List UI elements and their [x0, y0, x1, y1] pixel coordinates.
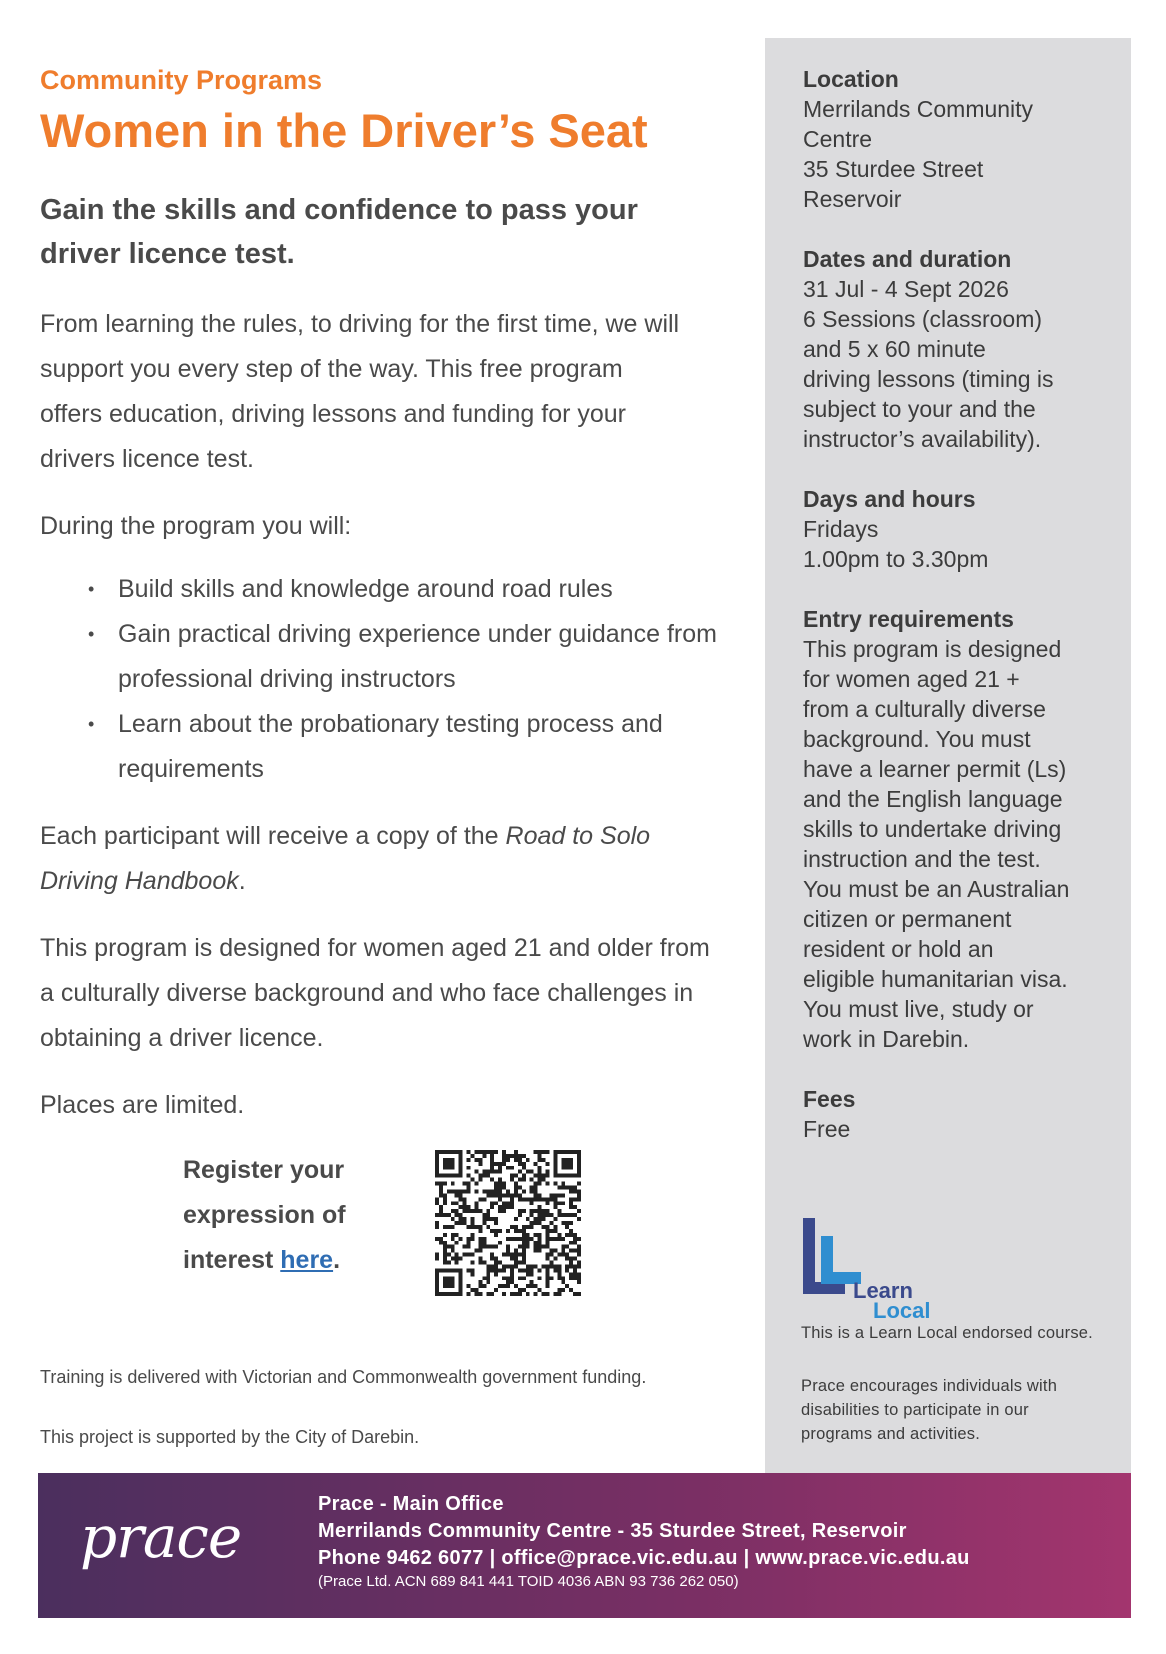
dates-line: instructor’s availability). — [803, 426, 1042, 452]
entry-line: and the English language — [803, 786, 1063, 812]
entry-line: eligible humanitarian visa. — [803, 966, 1068, 992]
footer-contact-line: Phone 9462 6077 | office@prace.vic.edu.au | www.prace.vic.edu.au — [318, 1547, 970, 1569]
entry-line: citizen or permanent — [803, 906, 1012, 932]
days-line: Fridays — [803, 516, 879, 542]
footer-legal: (Prace Ltd. ACN 689 841 441 TOID 4036 ABN 93 736 262 050) — [318, 1573, 739, 1590]
entry-block — [803, 604, 1113, 1054]
fees-block — [803, 1084, 1113, 1144]
places-note: Places are limited. — [40, 1091, 245, 1119]
bullet-icon: • — [88, 579, 95, 599]
entry-heading: Entry requirements — [803, 606, 1014, 632]
list-item: • Learn about the probationary testing process and requirements — [118, 702, 698, 792]
bullet-icon: • — [88, 714, 95, 734]
disabilities-note: Prace encourages individuals with disabilities to participate in our programs and activities. — [801, 1377, 1058, 1443]
register-section — [183, 1148, 603, 1298]
location-line: 35 Sturdee Street — [803, 156, 984, 182]
entry-line: from a culturally diverse — [803, 696, 1046, 722]
entry-line: instruction and the test. — [803, 846, 1041, 872]
bullet-icon: • — [88, 624, 95, 644]
entry-line: for women aged 21 + — [803, 666, 1020, 692]
handbook-title: Road to Solo Driving Handbook — [40, 822, 651, 895]
fees-heading: Fees — [803, 1086, 856, 1112]
days-block — [803, 484, 1113, 574]
prace-logo-icon — [76, 1501, 266, 1581]
footer-contact — [318, 1491, 970, 1592]
entry-line: work in Darebin. — [803, 1026, 970, 1052]
subheading: Gain the skills and confidence to pass your driver licence test. — [40, 194, 638, 270]
dates-line: driving lessons (timing is — [803, 366, 1054, 392]
section-kicker: Community Programs — [40, 65, 323, 95]
main-column — [40, 62, 730, 1128]
intro-paragraph: From learning the rules, to driving for the first time, we will support you every step of the way. This free program offers education, driving lessons and funding for your drivers licence test. — [40, 310, 680, 473]
location-line: Centre — [803, 126, 873, 152]
footer-banner — [38, 1473, 1131, 1618]
entry-line: background. You must — [803, 726, 1031, 752]
dates-block — [803, 244, 1113, 454]
endorsed-note: This is a Learn Local endorsed course. — [801, 1324, 1093, 1342]
entry-line: have a learner permit (Ls) — [803, 756, 1067, 782]
entry-line: This program is designed — [803, 636, 1062, 662]
register-text: Register your expression of interest here. — [183, 1156, 346, 1274]
dates-heading: Dates and duration — [803, 246, 1012, 272]
program-intro: During the program you will: — [40, 512, 352, 540]
page-title: Women in the Driver’s Seat — [40, 104, 648, 157]
location-line: Reservoir — [803, 186, 902, 212]
learn-local-logo-icon — [801, 1218, 951, 1318]
learn-local-logo-line: Local — [873, 1298, 931, 1318]
learn-local-logo-line: Learn — [853, 1278, 913, 1303]
bullet-list — [40, 567, 730, 792]
handbook-paragraph: Each participant will receive a copy of the Road to Solo Driving Handbook. — [40, 822, 651, 895]
fees-value: Free — [803, 1116, 851, 1142]
entry-line: resident or hold an — [803, 936, 994, 962]
entry-line: You must live, study or — [803, 996, 1034, 1022]
list-item: • Build skills and knowledge around road rules — [118, 567, 718, 612]
dates-line: 31 Jul - 4 Sept 2026 — [803, 276, 1009, 302]
dates-line: and 5 x 60 minute — [803, 336, 986, 362]
footer-office-name: Prace - Main Office — [318, 1493, 504, 1515]
footer-address: Merrilands Community Centre - 35 Sturdee Street, Reservoir — [318, 1520, 907, 1542]
days-line: 1.00pm to 3.30pm — [803, 546, 989, 572]
funding-note: Training is delivered with Victorian and Commonwealth government funding. — [40, 1367, 647, 1387]
prace-logo-text: prace — [80, 1503, 242, 1571]
support-note: This project is supported by the City of Darebin. — [40, 1427, 420, 1447]
eligibility-paragraph: This program is designed for women aged 21 and older from a culturally diverse background and who face challenges in obtaining a driver licence. — [40, 934, 710, 1052]
location-heading: Location — [803, 66, 899, 92]
location-line: Merrilands Community — [803, 96, 1034, 122]
register-link[interactable]: here — [280, 1246, 334, 1274]
location-block — [803, 64, 1113, 214]
qr-code-icon[interactable] — [435, 1150, 581, 1296]
days-heading: Days and hours — [803, 486, 976, 512]
list-item: • Gain practical driving experience under guidance from professional driving instructors — [118, 612, 718, 702]
entry-line: You must be an Australian — [803, 876, 1070, 902]
dates-line: subject to your and the — [803, 396, 1036, 422]
entry-line: skills to undertake driving — [803, 816, 1062, 842]
dates-line: 6 Sessions (classroom) — [803, 306, 1043, 332]
info-sidebar — [765, 38, 1131, 1473]
